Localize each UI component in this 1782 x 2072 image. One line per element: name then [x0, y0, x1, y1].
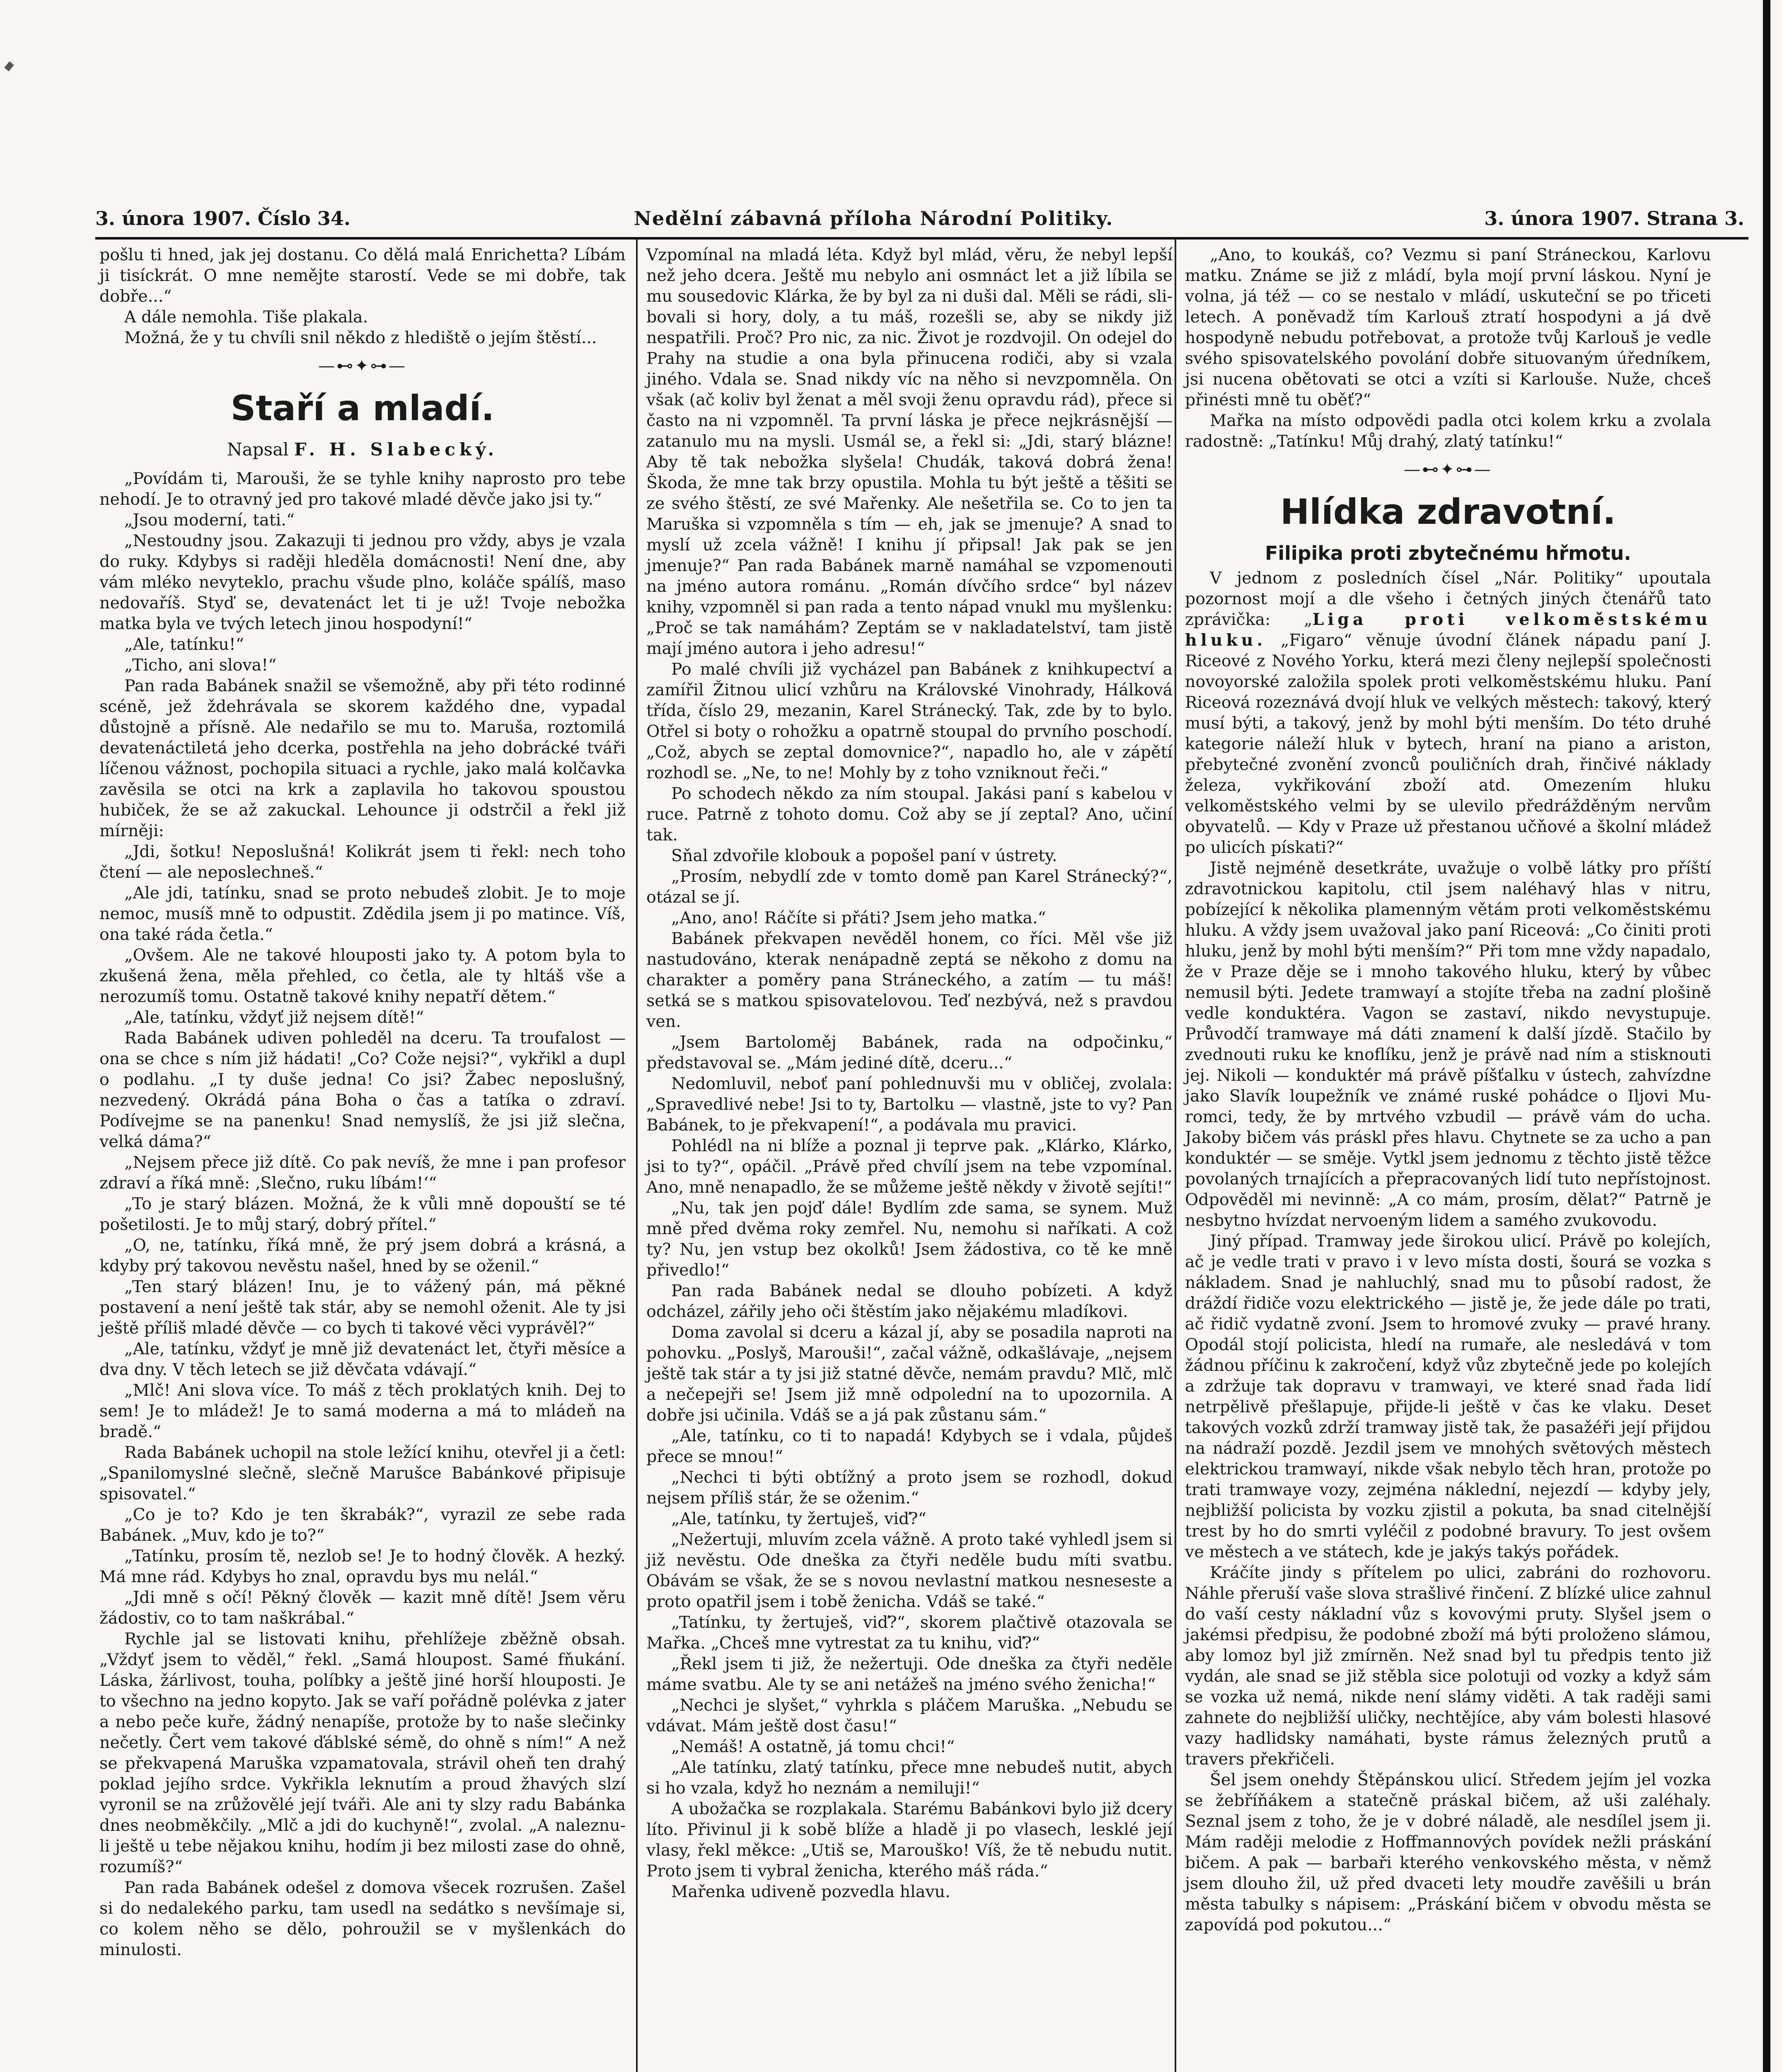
paragraph: „Ale, tatínku, vždyť již nejsem dítě!“	[124, 1008, 424, 1027]
column-2	[646, 244, 1173, 1902]
page-edge-shadow	[1763, 0, 1770, 2072]
paragraph: „Jdi mně s očí! Pěkný člověk — kazit mně dítě! Jsem věru žádostiv, co to tam naškrábal.“	[99, 1588, 626, 1628]
paragraph: Nedomluvil, neboť paní pohlednuvši mu v obličej, zvolala: „Spravedlivé nebe! Jsi to ty, Bartolku — vlastně, jste to vy? Pan Babánek, to je překvapení!“, a podávala mu pravici.	[646, 1074, 1173, 1135]
section-ornament: —⊷✦⊶—	[1404, 460, 1492, 479]
paragraph: „Nejsem přece již dítě. Co pak nevíš, že mne i pan profesor zdraví a říká mně: ‚Slečno, ruku líbám!‘“	[99, 1153, 626, 1193]
paragraph: Pan rada Babánek nedal se dlouho pobízeti. A když odcházel, zářily jeho oči štěstím jako nějakému mladíkovi.	[646, 1281, 1173, 1321]
paragraph: „Povídám ti, Marouši, že se tyhle knihy naprosto pro tebe nehodí. Je to otravný jed pro takové mladé děvče jako jsi ty.“	[99, 469, 626, 509]
paragraph: Pan rada Babánek odešel z domova všecek rozrušen. Zašel si do nedalekého parku, tam usedl na sedátko s nevšímaje si, co kolem něho se dělo, pohroužil se v myšlenkách do minulosti.	[99, 1878, 626, 1959]
paragraph: Šel jsem onehdy Štěpánskou ulicí. Středem jejím jel vozka se žebříňákem a statečně práskal bičem, až uši zaléhaly. Seznal jsem z toho, že je v dobré náladě, ale nesdílel jsem ji. Mám raději melodie z Hoffmannových povídek nežli práskání bičem. A pak — barbaři kterého venkovského města, v němž jsem dlouho žil, už před dvaceti lety moudře zavěšili u brán města tabulky s nápisem: „Práskání bičem v obvodu města se zapovídá pod pokutou...“	[1185, 1770, 1711, 1934]
paragraph: Rychle jal se listovati knihu, přehlížeje zběžně obsah. „Vždyť jsem to věděl,“ řekl. „Samá hloupost. Samé fňukání. Láska, žárlivost, touha, políbky a ještě jiné horší hlouposti. Je to všechno na jedno kopyto. Jak se vaří pořádně polévka z jater a nebo peče kuře, žádný nenapíše, protože by to naše slečinky nečetly. Čert vem takové ďáblské sémě, do ohně s ním!“ A než se překvapená Maruška vzpamatovala, strávil oheň ten drahý poklad jejího srdce. Vykřikla leknutím a proud žhavých slzí vyronil se na zrůžovělé její tváři. Ale ani ty slzy radu Babánka dnes neobměkčily. „Mlč a jdi do kuchyně!“, zvolal. „A naleznu-li ještě u tebe nějakou knihu, hodím ji bez milosti zase do ohně, rozumíš?“	[99, 1629, 626, 1876]
paragraph: Jistě nejméně desetkráte, uvažuje o volbě látky pro příští zdravotnickou kapitolu, ctil jsem naléhavý hlas v nitru, pobízející k několika plamenným větám proti velkoměstskému hluku. A vždy jsem uvažoval jako paní Riceová: „Co činiti proti hluku, jenž by mohl býti menším?“ Při tom mne vždy napadalo, že v Praze děje se i mnoho takového hluku, který by vůbec nemusil býti. Jedete tramwayí a stojíte třeba na zadní plošině vedle konduktéra. Vagon se zastaví, nikdo nevystupuje. Průvodčí tramwaye má dáti znamení k další jízdě. Stačilo by zvednouti ruku ke knoflíku, jenž je právě nad ním a stisknouti jej. Nikoli — konduktér má právě píšťalku v ústech, zahvízdne jako Slavík loupežník ve známé ruské pohádce o Iljovi Muromci, tedy, že by mrtvého vzbudil — právě vám do ucha. Jakoby bičem vás práskl přes hlavu. Chytnete se za ucho a pan konduktér — se směje. Vytkl jsem jednomu z těchto jistě těžce povolaných trnajících a přepracovaných lidí tuto nepřístojnost. Odpověděl mi nevinně: „A co mám, prosím, dělat?“ Patrně je nesbytno hvízdat nervoeným lidem a samého zvukovodu.	[1185, 859, 1711, 1230]
story-body	[99, 468, 626, 1960]
paragraph: Rada Babánek udiven pohleděl na dceru. Ta troufalost — ona se chce s ním již hádati! „Co? Cože nejsi?“, vykřikl a dupl o podlahu. „I ty duše jedna! Co jsi? Žabec neposlušný, nezvedený. Okrádá pána Boha o čas a tatíka o zdraví. Podívejme se na panenku! Snad nemyslíš, že jsi již slečna, velká dáma?“	[99, 1029, 626, 1151]
paragraph: „Nechci je slyšet,“ vyhrkla s pláčem Maruška. „Nebudu se vdávat. Mám ještě dost času!“	[646, 1696, 1173, 1736]
column-3	[1185, 244, 1711, 1935]
header-date-issue: 3. února 1907. Číslo 34.	[95, 207, 351, 230]
paragraph: „Ale tatínku, zlatý tatínku, přece mne nebudeš nutit, abych si ho vzala, když ho neznám a nemiluji!“	[646, 1758, 1173, 1798]
section-title: Hlídka zdravotní.	[1280, 491, 1616, 532]
paragraph: Po malé chvíli již vycházel pan Babánek z knihkupectví a zamířil Žitnou ulicí vzhůru na Královské Vinohrady, Hálková třída, číslo 29, mezanin, Karel Stránecký. Tak, zde by to bylo. Otřel si boty o rohožku a opatrně stoupal do prvního poschodí. „Což, abych se zeptal domovnice?“, napadlo ho, ale v zápětí rozhodl se. „Ne, to ne! Mohly by z toho vzniknout řeči.“	[646, 660, 1173, 782]
paragraph-lead: V jednom z posledních čísel „Nár. Politiky“ upoutala pozornost mojí a dle všeho i četných jiných čtenářů tato zprávička: „	[1185, 569, 1711, 629]
paragraph: „Ale jdi, tatínku, snad se proto nebudeš zlobit. Je to moje nemoc, musíš mně to odpustit. Zdědila jsem ji po matince. Víš, ona také ráda četla.“	[99, 884, 626, 944]
paragraph: „To je starý blázen. Možná, že k vůli mně dopouští se té pošetilosti. Je to můj starý, dobrý přítel.“	[99, 1194, 626, 1234]
intro-text	[99, 244, 626, 348]
paragraph: „Jdi, šotku! Neposlušná! Kolikrát jsem ti řekl: nech toho čtení — ale neposlechneš.“	[99, 842, 626, 882]
byline-author: F. H. Slabecký.	[294, 439, 498, 460]
paragraph: Pohlédl na ni blíže a poznal ji teprve pak. „Klárko, Klárko, jsi to ty?“, opáčil. „Právě před chvílí jsem na tebe vzpomínal. Ano, mně nenapadlo, že se můžeme ještě někdy v životě sejíti!“	[646, 1136, 1173, 1197]
paragraph: pošlu ti hned, jak jej dostanu. Co dělá malá Enrichetta? Líbám ji tisíckrát. O mne nemějte starostí. Vede se mi dobře, tak dobře...“	[99, 245, 626, 306]
article-title: Filipika proti zbytečnému hřmotu.	[1265, 542, 1632, 564]
paragraph: „Jsem Bartoloměj Babánek, rada na odpočinku,“ představoval se. „Mám jediné dítě, dceru...“	[646, 1033, 1173, 1072]
paragraph: Rada Babánek uchopil na stole ležící knihu, otevřel ji a četl: „Spanilomyslné slečně, slečně Marušce Babánkové připisuje spisovatel.“	[99, 1443, 626, 1503]
paragraph: „Prosím, nebydlí zde v tomto domě pan Karel Stránecký?“, otázal se jí.	[646, 867, 1173, 907]
quoted-headline: Liga proti velkoměstskému hluku.	[1185, 610, 1711, 650]
paragraph: „Ale, tatínku, ty žertuješ, viď?“	[671, 1509, 926, 1528]
paragraph: „Ano, ano! Ráčíte si přáti? Jsem jeho matka.“	[671, 908, 1046, 927]
paragraph: Mařenka udiveně pozvedla hlavu.	[671, 1882, 950, 1901]
paragraph: „Ale, tatínku!“	[124, 635, 244, 654]
page-header	[95, 207, 1744, 236]
paragraph: „Nežertuji, mluvím zcela vážně. A proto také vyhledl jsem si již nevěstu. Ode dneška za čtyři neděle budu míti svatbu. Obávám se však, že se s novou nevlastní matkou nesneseste a proto opatřil jsem i tobě ženicha. Vdáš se také.“	[646, 1530, 1173, 1611]
paragraph: „Ale, tatínku, vždyť je mně již devatenáct let, čtyři měsíce a dva dny. V těch letech se již děvčata vdávají.“	[99, 1339, 626, 1379]
paragraph: Mařka na místo odpovědi padla otci kolem krku a zvolala radostně: „Tatínku! Můj drahý, zlatý tatínku!“	[1185, 411, 1711, 451]
paragraph	[1185, 568, 1711, 858]
paragraph: Doma zavolal si dceru a kázal jí, aby se posadila naproti na pohovku. „Poslyš, Marouši!“, začal vážně, odkašlávaje, „nejsem ještě tak stár a ty jsi již statné děvče, nemám pravdu? Mlč, mlč a nečepejři se! Jsem již mně odpolední na to upozornila. A dobře jsi učinila. Vdáš se a já pak zůstanu sám.“	[646, 1323, 1173, 1425]
paragraph: Vzpomínal na mladá léta. Když byl mlád, věru, že nebyl lepší než jeho dcera. Ještě mu nebylo ani osmnáct let a již líbila se mu sousedovic Klárka, že by byl za ni duši dal. Měli se rádi, slibovali si hory, doly, a tu máš, rozešli se, aby se nikdy již nespatřili. Proč? Pro nic, za nic. Život je rozdvojil. On odejel do Prahy na studie a ona byla přinucena rodiči, aby si vzala jiného. Vdala se. Snad nikdy víc na něho si nevzpomněla. On však (ač koliv byl ženat a měl svoji ženu opravdu rád), přece si často na ni vzpomněl. Ta první láska je přece nejkrásnější — zatanulo mu na mysli. Usmál se, a řekl si: „Jdi, starý blázne! Aby tě tak nebožka slyšela! Chudák, taková dobrá žena! Škoda, že mne tak brzy opustila. Mohla tu být ještě a těšiti se ze svého štěstí, ze své Mařenky. Ale nešetřila se. Co to jen ta Maruška si vzpomněla s tím — eh, jak se jmenuje? A snad to myslí už zcela vážně! I knihu jí připsal! Jak pak se jen jmenuje?“ Pan rada Babánek marně namáhal se vzpomenouti na jméno autora románu. „Román dívčího srdce“ byl název knihy, vzpomněl si pan rada a tento nápad vnukl mu myšlenku: „Proč se tak namáhám? Zeptám se v nakladatelství, tam jistě mají jméno autora i jeho adresu!“	[646, 245, 1173, 658]
paragraph: Kráčíte jindy s přítelem po ulici, zabráni do rozhovoru. Náhle přeruší vaše slova strašlivé řinčení. Z blízké ulice zahnul do vaší cesty nákladní vůz s kovovými pruty. Slyšel jsem o jakémsi předpisu, že podobné zboží má býti proloženo slámou, aby lomoz byl již zmírněn. Než snad byl tu předpis tento již vydán, ale snad se již stěbla sice polotuji od vozky a když sám se vozka už nemá, nikde není slámy viděti. A tak raději sami zahnete do nejbližší uličky, nechtějíce, aby vám bolesti hlasové vazy hadlidsky namáhati, byste rámus železných prutů a travers překřičeli.	[1185, 1563, 1711, 1769]
story-title: Staří a mladí.	[230, 388, 495, 428]
paragraph-rest: „Figaro“ věnuje úvodní článek nápadu paní J. Riceové z Nového Yorku, která mezi členy nejlepší společnosti novoyorské založila spolek proti velkoměstskému hluku. Paní Riceová rozeznává dvojí hluk ve velkých městech: takový, který musí býti, a takový, jenž by mohl býti menším. Do této druhé kategorie náleží hluk v bytech, hraní na piano a ariston, přebytečné zvonění zvonců pouličních drah, řinčivé náklady železa, vykřikování zboží atd. Omezením hluku velkoměstského velmi by se ulevilo předrážděným nervům obyvatelů. — Kdy v Praze už přestanou učňové a školní mládež po ulicích pískati?“	[1185, 631, 1711, 857]
paragraph: „Nu, tak jen pojď dále! Bydlím zde sama, se synem. Muž mně před dvěma roky zemřel. Nu, nemohu si naříkati. A což ty? Nu, jen vstup bez okolků! Jsem žádostiva, co tě ke mně přivedlo!“	[646, 1198, 1173, 1280]
paragraph: „O, ne, tatínku, říká mně, že prý jsem dobrá a krásná, a kdyby prý takovou nevěstu našel, hned by se oženil.“	[99, 1236, 626, 1276]
paragraph: Jiný případ. Tramway jede širokou ulicí. Právě po kolejích, ač je vedle trati v pravo i v levo místa dosti, šourá se vozka s nákladem. Snad je nahluchlý, snad mu to působí radost, že dráždí řidiče vozu elektrického — jistě je, že jede dále po trati, ač řidič vydatně zvoní. Jsem to hromové zvuky — pravé hrany. Opodál stojí policista, hledí na rumaře, ale nesledává v tom žádnou příčinu k zakročení, když vůz zbytečně jede po kolejích a zdržuje tak dopravu v tramwayi, ve které snad řada lidí netrpělivě přešlapuje, přijde-li ještě v čas ke vlaku. Deset takových vozků zdrží tramway jistě tak, že pasažéři její přijdou na nádraží pozdě. Jezdil jsem ve mnohých světových městech elektrickou tramwayí, nikde však nebylo těch hran, protože po trati tramwaye vozy, zejména náklední, nejezdí — kdyby jely, nejbližší policista by vozku zjistil a pokuta, ba snad citelnější trest by ho do smrti vyléčil z podobné bravury. To jest ovšem ve městech a ve státech, kde je jakýs takýs pořádek.	[1185, 1232, 1711, 1561]
paragraph: „Řekl jsem ti již, že nežertuji. Ode dneška za čtyři neděle máme svatbu. Ale ty se ani netážeš na jméno svého ženicha!“	[646, 1654, 1173, 1694]
paragraph: A dále nemohla. Tiše plakala.	[124, 307, 368, 327]
column-1	[99, 244, 626, 1960]
paragraph: „Ten starý blázen! Inu, je to vážený pán, má pěkné postavení a není ještě tak stár, aby se nemohl oženit. Ale ty jsi ještě příliš mladé děvče — co bych ti takové věci vyprávěl?“	[99, 1277, 626, 1338]
story-body-continued	[646, 244, 1173, 1902]
paragraph: „Co je to? Kdo je ten škrabák?“, vyrazil ze sebe rada Babánek. „Muv, kdo je to?“	[99, 1505, 626, 1545]
byline	[99, 439, 626, 460]
header-rule	[95, 237, 1748, 240]
paragraph: „Tatínku, prosím tě, nezlob se! Je to hodný člověk. A hezký. Má mne rád. Kdybys ho znal, opravdu bys mu nelál.“	[99, 1547, 626, 1586]
paragraph: Pan rada Babánek snažil se všemožně, aby při této rodinné scéně, jež ždehrávala se skorem každého dne, vypadal důstojně a přísně. Ale nedařilo se mu to. Maruša, roztomilá devatenáctiletá jeho dcerka, postřehla na jeho dobrácké tváři líčenou vážnost, pochopila situaci a rychle, jako malá kolčavka zavěsila se otci na krk a zaplavila ho takovou spoustou hubiček, že se až zakuckal. Lehounce ji odstrčil a řekl již mírněji:	[99, 676, 626, 840]
paragraph: „Ticho, ani slova!“	[124, 656, 277, 675]
paragraph: „Ovšem. Ale ne takové hlouposti jako ty. A potom byla to zkušená žena, měla přehled, co četla, ale ty hltáš vše a nerozumíš tomu. Ostatně takové knihy nepatří dětem.“	[99, 946, 626, 1006]
header-date-page: 3. února 1907. Strana 3.	[1484, 207, 1744, 230]
column-separator-1	[636, 240, 638, 2072]
scan-speck	[4, 61, 14, 71]
paragraph: „Nestoudny jsou. Zakazuji ti jednou pro vždy, abys je vzala do ruky. Kdybys si raději hleděla domácnosti! Není dne, aby vám mléko nevyteklo, prachu všude plno, koláče spálíš, maso nedovaříš. Styď se, devatenáct let ti je už! Tvoje nebožka matka byla ve tvých letech jinou hospodyní!“	[99, 531, 626, 633]
paragraph: Možná, že y tu chvíli snil někdo z hlediště o jejím štěstí...	[124, 328, 597, 347]
article-body	[1185, 858, 1711, 1935]
story-ending	[1185, 244, 1711, 452]
paragraph: Po schodech někdo za ním stoupal. Jakási paní s kabelou v ruce. Patrně z tohoto domu. Což aby se jí zeptal? Ano, učiní tak.	[646, 784, 1173, 845]
paragraph: „Jsou moderní, tati.“	[124, 511, 295, 530]
header-publication-title: Nedělní zábavná příloha Národní Politiky.	[634, 207, 1114, 230]
byline-prefix: Napsal	[227, 439, 289, 460]
paragraph: Sňal zdvořile klobouk a popošel paní v ústrety.	[671, 846, 1057, 865]
paragraph: „Ale, tatínku, co ti to napadá! Kdybych se i vdala, půjdeš přece se mnou!“	[646, 1426, 1173, 1466]
paragraph: „Nemáš! A ostatně, já tomu chci!“	[671, 1737, 955, 1756]
section-ornament: —⊷✦⊶—	[318, 356, 407, 375]
paragraph: Babánek překvapen nevěděl honem, co říci. Měl vše již nastudováno, kterak nenápadně zeptá se někoho z domu na charakter a poměry pana Stráneckého, a zatím — tu máš! setká se s matkou spisovatelovou. Teď nezbývá, než s pravdou ven.	[646, 929, 1173, 1031]
paragraph: „Ano, to koukáš, co? Vezmu si paní Stráneckou, Karlovu matku. Známe se již z mládí, byla mojí první láskou. Nyní je volna, já též — co se nestalo v mládí, uskuteční se po třiceti letech. A poněvadž tím Karlouš ztratí hospodyni a já dvě hospodyně nebudu potřebovat, a protože tvůj Karlouš je vedle svého spisovatelského povolání dobře situovaným úředníkem, jsi nucena obětovati se otci a vzíti si Karlouše. Nuže, chceš přinésti mně tu oběť?“	[1185, 245, 1711, 409]
paragraph: „Nechci ti býti obtížný a proto jsem se rozhodl, dokud nejsem příliš stár, že se oženim.“	[646, 1468, 1173, 1508]
paragraph: „Mlč! Ani slova více. To máš z těch proklatých knih. Dej to sem! Je to mládež! Je to samá moderna a má to mládeň na bradě.“	[99, 1381, 626, 1441]
column-separator-2	[1175, 240, 1176, 2072]
paragraph: A ubožačka se rozplakala. Starému Babánkovi bylo již dcery líto. Přivinul ji k sobě blíže a hladě ji po vlasech, lesklé její vlasy, řekl měkce: „Utiš se, Marouško! Víš, že tě nebudu nutit. Proto jsem ti vybral ženicha, kterého máš ráda.“	[646, 1799, 1173, 1881]
paragraph: „Tatínku, ty žertuješ, viď?“, skorem plačtivě otazovala se Mařka. „Chceš mne vytrestat za tu knihu, viď?“	[646, 1613, 1173, 1653]
